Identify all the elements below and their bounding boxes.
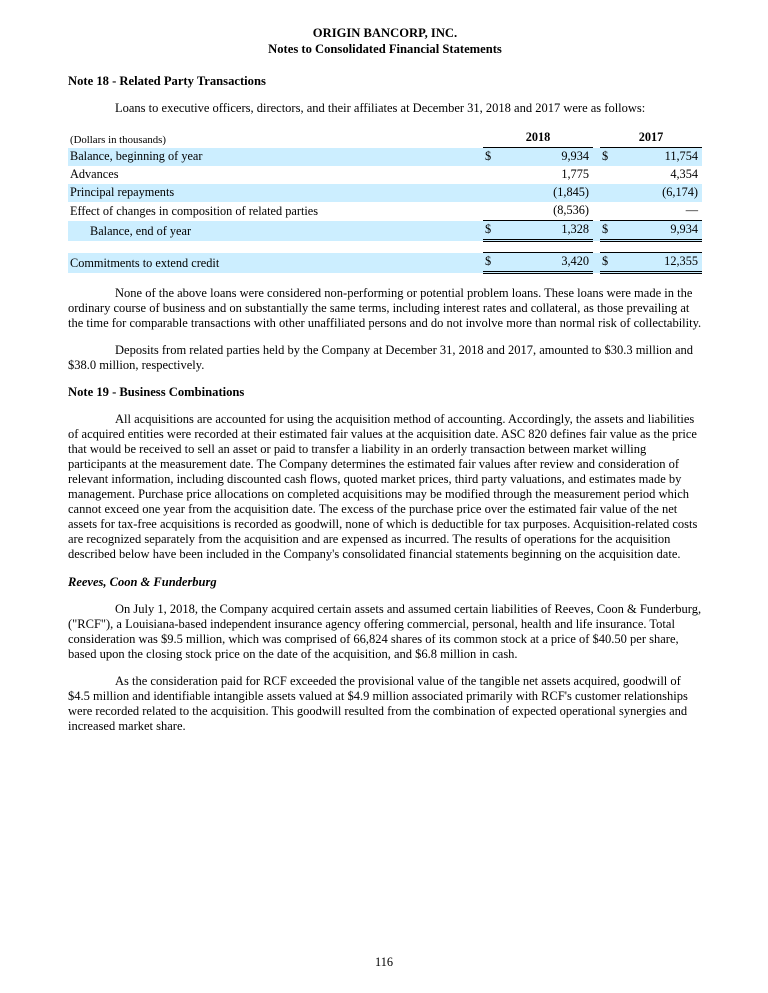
row-label: Principal repayments — [68, 184, 483, 202]
table-spacer-row — [68, 241, 702, 253]
row-label: Advances — [70, 167, 119, 181]
value-2017: 11,754 — [618, 148, 702, 167]
note18-intro-paragraph: Loans to executive officers, directors, and their affiliates at December 31, 2018 and 2017 were as follows: — [115, 101, 646, 115]
table-total-row — [68, 221, 702, 241]
column-header-2018: 2018 — [483, 129, 593, 148]
value-2018: (8,536) — [553, 203, 589, 217]
company-name: ORIGIN BANCORP, INC. — [312, 26, 458, 40]
table-row — [68, 184, 702, 202]
table-unit-label: (Dollars in thousands) — [70, 133, 166, 146]
dollar-sign-cell: $ — [483, 221, 501, 241]
value-2018: (1,845) — [501, 184, 593, 202]
table-row — [68, 202, 702, 221]
table-row — [68, 166, 702, 184]
value-2017: 12,355 — [618, 253, 702, 273]
dollar-sign-cell: $ — [483, 253, 501, 273]
note19-subheading-rcf: Reeves, Coon & Funderburg — [68, 575, 217, 589]
note18-heading: Note 18 - Related Party Transactions — [68, 74, 266, 88]
row-label: Balance, end of year — [68, 221, 483, 241]
row-label: Effect of changes in composition of related parties — [70, 203, 319, 218]
dollar-sign-cell: $ — [600, 221, 618, 241]
value-2017: 9,934 — [618, 221, 702, 241]
table-row — [68, 148, 702, 167]
column-gap — [593, 129, 600, 148]
note19-heading: Note 19 - Business Combinations — [68, 385, 245, 399]
dollar-sign-cell: $ — [600, 253, 618, 273]
document-header — [68, 25, 702, 57]
value-2017: 4,354 — [670, 167, 698, 181]
dollar-sign-cell: $ — [600, 148, 618, 167]
value-2018: 1,328 — [501, 221, 593, 241]
note19-paragraph-2: On July 1, 2018, the Company acquired certain assets and assumed certain liabilities of Reeves, Coon & Funderburg, ("RCF"), a Louisiana-based independent insurance agency offering commercial, personal, health and life insurance. Total consideration was $9.5 million, which was comprised of 66,824 shares of its common stock at a price of $40.50 per share, based upon the closing stock price on the date of the acquisition, and $6.8 million in cash. — [68, 602, 702, 661]
related-party-loans-table — [68, 129, 702, 274]
document-subtitle: Notes to Consolidated Financial Statements — [268, 42, 502, 56]
table-header-row — [68, 129, 702, 148]
column-header-2017: 2017 — [600, 129, 702, 148]
value-2018: 1,775 — [561, 167, 589, 181]
value-2018: 3,420 — [501, 253, 593, 273]
row-label: Commitments to extend credit — [68, 253, 483, 273]
note19-paragraph-3: As the consideration paid for RCF exceeded the provisional value of the tangible net assets acquired, goodwill of $4.5 million and identifiable intangible assets valued at $4.9 million associated primarily with RCF's customer relationships were recorded related to the acquisition. This goodwill resulted from the combination of expected operational synergies and increased market share. — [68, 674, 688, 733]
page-number: 116 — [375, 955, 393, 969]
dollar-sign-cell: $ — [483, 148, 501, 167]
table-commitments-row — [68, 253, 702, 273]
note18-paragraph-1: None of the above loans were considered non-performing or potential problem loans. These loans were made in the ordinary course of business and on substantially the same terms, including interest rates and collateral, as those prevailing at the time for comparable transactions with other unaffiliated persons and do not involve more than normal risk of collectability. — [68, 286, 702, 330]
value-2017: (6,174) — [618, 184, 702, 202]
row-label: Balance, beginning of year — [68, 148, 483, 167]
value-2017: — — [685, 203, 698, 217]
note19-paragraph-1: All acquisitions are accounted for using the acquisition method of accounting. Accordingly, the assets and liabilities of acquired entities were recorded at their estimated fair values at the acquisition date. ASC 820 defines fair value as the price that would be received to sell an asset or paid to transfer a liability in an orderly transaction between market willing participants at the measurement date. The Company determines the estimated fair values after review and consideration of relevant information, including discounted cash flows, quoted market prices, third party valuations, and estimates made by management. Purchase price allocations on completed acquisitions may be modified through the measurement period which cannot exceed one year from the acquisition date. The excess of the purchase price over the estimated fair value of the net assets for tax-free acquisitions is recorded as goodwill, none of which is deductible for tax purposes. Acquisition-related costs are recognized separately from the acquisition and are expensed as incurred. The results of operations for the acquisition described below have been included in the Company's consolidated financial statements beginning on the acquisition date. — [68, 412, 698, 561]
value-2018: 9,934 — [501, 148, 593, 167]
note18-paragraph-2: Deposits from related parties held by the Company at December 31, 2018 and 2017, amounted to $30.3 million and $38.0 million, respectively. — [68, 343, 693, 372]
